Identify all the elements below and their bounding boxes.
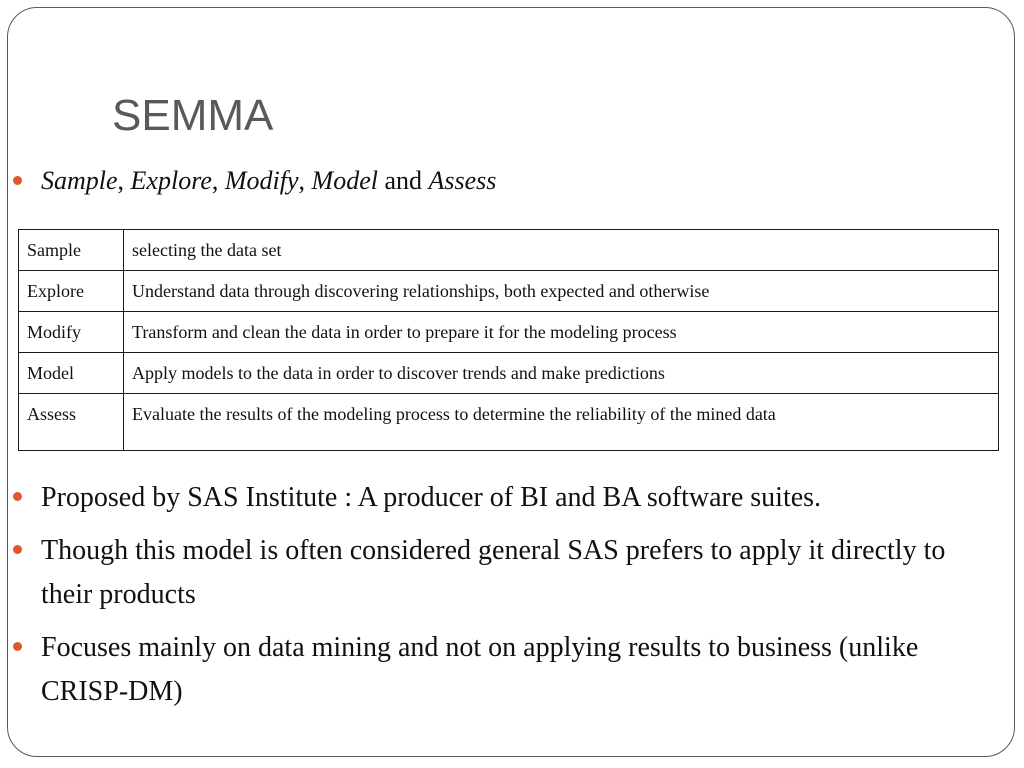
bullet-text: Proposed by SAS Institute : A producer of BI and BA software suites. (41, 482, 822, 513)
intro-sample: Sample (41, 166, 118, 195)
bullet-text: Focuses mainly on data mining and not on applying results to business (unlike CRISP-DM) (41, 632, 919, 707)
phase-name-cell: Modify (19, 312, 124, 353)
phase-name-cell: Model (19, 353, 124, 394)
intro-text (41, 164, 496, 198)
phase-description-cell: Apply models to the data in order to discover trends and make predictions (124, 353, 999, 394)
table-row (19, 271, 999, 312)
bullet-dot-icon (13, 545, 22, 554)
intro-conjunction: and (377, 166, 429, 195)
table-row (19, 312, 999, 353)
table-row (19, 230, 999, 271)
bullet-dot-icon (13, 492, 22, 501)
bullet-dot-icon (13, 642, 22, 651)
phase-name-cell: Explore (19, 271, 124, 312)
body-bullet (13, 476, 821, 520)
intro-explore: Explore (130, 166, 212, 195)
phase-description-cell: Evaluate the results of the modeling process to determine the reliability of the mined data (124, 394, 999, 451)
intro-assess: Assess (428, 166, 497, 195)
table-row (19, 394, 999, 451)
body-bullet (13, 626, 1003, 714)
intro-bullet (13, 164, 496, 198)
phase-name-cell: Assess (19, 394, 124, 451)
phase-description-cell: selecting the data set (124, 230, 999, 271)
bullet-dot-icon (13, 176, 22, 185)
phase-name-cell: Sample (19, 230, 124, 271)
intro-modify: Modify (224, 166, 299, 195)
intro-sep: , (298, 166, 312, 195)
phase-description-cell: Understand data through discovering relationships, both expected and otherwise (124, 271, 999, 312)
semma-phases-table (18, 229, 999, 451)
slide-title: SEMMA (112, 91, 274, 140)
table-row (19, 353, 999, 394)
intro-sep: , (211, 166, 225, 195)
phase-description-cell: Transform and clean the data in order to prepare it for the modeling process (124, 312, 999, 353)
bullet-text: Though this model is often considered general SAS prefers to apply it directly to their products (41, 535, 946, 610)
intro-model: Model (311, 166, 378, 195)
body-bullet (13, 529, 1003, 617)
intro-sep: , (117, 166, 131, 195)
